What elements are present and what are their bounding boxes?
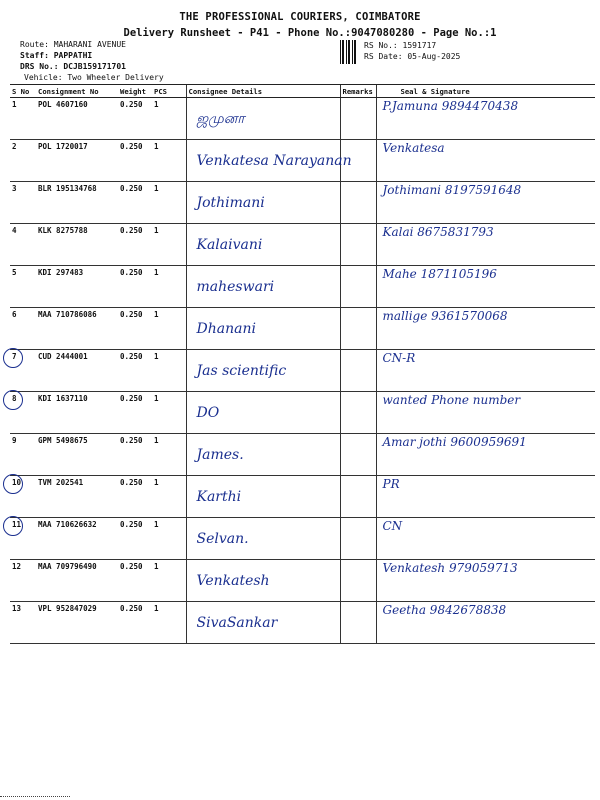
document-title: THE PROFESSIONAL COURIERS, COIMBATORE [179, 11, 421, 23]
signature-cell [376, 602, 595, 644]
consignment-cell [36, 518, 118, 560]
barcode [340, 40, 357, 64]
consignment-cell [36, 224, 118, 266]
signature-cell [376, 308, 595, 350]
sno-text: 11 [12, 520, 22, 529]
pcs-text: 1 [154, 142, 159, 151]
col-remarks: Remarks [340, 85, 376, 98]
weight-text: 0.250 [120, 478, 143, 487]
pcs-text: 1 [154, 100, 159, 109]
handwritten-consignee: ஜமுனா [196, 111, 245, 127]
remarks-cell [340, 476, 376, 518]
consignment-text: POL 1720017 [38, 142, 88, 151]
handwritten-signature: Venkatesa [382, 141, 445, 155]
consignment-text: POL 4607160 [38, 100, 88, 109]
sno-cell [10, 224, 36, 266]
pcs-cell [152, 476, 186, 518]
document-subtitle: Delivery Runsheet - P41 - Phone No.:9047080280 - Page No.:1 [123, 27, 497, 39]
pcs-cell [152, 434, 186, 476]
pcs-text: 1 [154, 352, 159, 361]
sno-cell [10, 392, 36, 434]
pcs-cell [152, 350, 186, 392]
signature-cell [376, 224, 595, 266]
table-row [10, 560, 595, 602]
sno-text: 5 [12, 268, 17, 277]
weight-cell [118, 560, 152, 602]
remarks-cell [340, 392, 376, 434]
pcs-cell [152, 308, 186, 350]
circled-mark-icon [3, 516, 23, 536]
consignment-cell [36, 266, 118, 308]
consignment-text: KDI 1637110 [38, 394, 88, 403]
col-signature: Seal & Signature [376, 85, 595, 98]
weight-cell [118, 98, 152, 140]
consignee-cell [186, 350, 340, 392]
route-label: Route: MAHARANI AVENUE [20, 40, 126, 49]
table-row [10, 224, 595, 266]
weight-text: 0.250 [120, 142, 143, 151]
consignment-cell [36, 98, 118, 140]
remarks-cell [340, 602, 376, 644]
vehicle-label: Vehicle: Two Wheeler Delivery [24, 73, 164, 82]
weight-text: 0.250 [120, 100, 143, 109]
table-row [10, 602, 595, 644]
sno-text: 8 [12, 394, 17, 403]
signature-cell [376, 140, 595, 182]
weight-text: 0.250 [120, 226, 143, 235]
table-row [10, 518, 595, 560]
sno-cell [10, 98, 36, 140]
pcs-text: 1 [154, 562, 159, 571]
rs-date-label: RS Date: 05-Aug-2025 [364, 52, 461, 61]
drs-label: DRS No.: DCJB159171701 [20, 62, 126, 71]
sno-cell [10, 182, 36, 224]
pcs-text: 1 [154, 310, 159, 319]
handwritten-consignee: DO [196, 405, 220, 421]
signature-cell [376, 434, 595, 476]
handwritten-signature: Kalai 8675831793 [382, 225, 494, 239]
pcs-text: 1 [154, 478, 159, 487]
weight-text: 0.250 [120, 352, 143, 361]
sno-cell [10, 476, 36, 518]
circled-mark-icon [3, 474, 23, 494]
handwritten-signature: CN-R [382, 351, 416, 365]
circled-mark-icon [3, 390, 23, 410]
consignment-text: TVM 202541 [38, 478, 84, 487]
weight-cell [118, 266, 152, 308]
remarks-cell [340, 224, 376, 266]
consignee-cell [186, 602, 340, 644]
consignment-text: KDI 297483 [38, 268, 84, 277]
sno-cell [10, 602, 36, 644]
consignment-cell [36, 308, 118, 350]
handwritten-signature: wanted Phone number [382, 393, 521, 407]
handwritten-consignee: James. [196, 447, 244, 463]
table-row [10, 266, 595, 308]
consignment-text: BLR 195134768 [38, 184, 97, 193]
handwritten-consignee: Selvan. [196, 531, 249, 547]
table-row [10, 182, 595, 224]
weight-text: 0.250 [120, 520, 143, 529]
sno-cell [10, 518, 36, 560]
sno-text: 2 [12, 142, 17, 151]
rs-no-label: RS No.: 1591717 [364, 41, 437, 50]
weight-cell [118, 140, 152, 182]
weight-text: 0.250 [120, 394, 143, 403]
sno-cell [10, 350, 36, 392]
consignment-text: MAA 710626632 [38, 520, 97, 529]
sno-text: 9 [12, 436, 17, 445]
table-row [10, 350, 595, 392]
handwritten-consignee: Jothimani [196, 195, 265, 211]
sno-cell [10, 308, 36, 350]
footer-divider [0, 796, 70, 797]
consignee-cell [186, 476, 340, 518]
handwritten-consignee: Kalaivani [196, 237, 263, 253]
pcs-cell [152, 560, 186, 602]
weight-cell [118, 476, 152, 518]
col-sno: S No [10, 85, 36, 98]
signature-cell [376, 350, 595, 392]
handwritten-consignee: Jas scientific [196, 363, 287, 379]
pcs-text: 1 [154, 268, 159, 277]
consignment-text: MAA 710786086 [38, 310, 97, 319]
consignment-cell [36, 560, 118, 602]
pcs-text: 1 [154, 604, 159, 613]
consignment-cell [36, 434, 118, 476]
consignee-cell [186, 98, 340, 140]
weight-text: 0.250 [120, 184, 143, 193]
handwritten-signature: mallige 9361570068 [382, 309, 508, 323]
consignee-cell [186, 140, 352, 182]
pcs-cell [152, 602, 186, 644]
pcs-cell [152, 140, 186, 182]
remarks-cell [340, 98, 376, 140]
remarks-cell [340, 182, 376, 224]
consignee-cell [186, 392, 340, 434]
remarks-cell [340, 308, 376, 350]
remarks-cell [340, 560, 376, 602]
circled-mark-icon [3, 348, 23, 368]
consignment-cell [36, 350, 118, 392]
consignment-cell [36, 140, 118, 182]
signature-cell [376, 266, 595, 308]
consignee-cell [186, 560, 340, 602]
col-pcs: PCS [152, 85, 186, 98]
pcs-text: 1 [154, 184, 159, 193]
remarks-cell [340, 350, 376, 392]
consignment-cell [36, 392, 118, 434]
sno-text: 7 [12, 352, 17, 361]
weight-cell [118, 182, 152, 224]
table-row [10, 392, 595, 434]
table-row [10, 98, 595, 140]
col-weight: Weight [118, 85, 152, 98]
sno-text: 12 [12, 562, 22, 571]
pcs-text: 1 [154, 394, 159, 403]
weight-cell [118, 224, 152, 266]
pcs-cell [152, 266, 186, 308]
consignment-text: MAA 709796490 [38, 562, 97, 571]
weight-cell [118, 308, 152, 350]
handwritten-consignee: Venkatesh [196, 573, 270, 589]
sno-cell [10, 434, 36, 476]
remarks-cell [340, 518, 376, 560]
sno-cell [10, 266, 36, 308]
sno-cell [10, 560, 36, 602]
handwritten-signature: P.Jamuna 9894470438 [382, 99, 519, 113]
consignment-cell [36, 602, 118, 644]
handwritten-consignee: SivaSankar [196, 615, 278, 631]
staff-label: Staff: PAPPATHI [20, 51, 93, 60]
handwritten-signature: Geetha 9842678838 [382, 603, 507, 617]
handwritten-signature: Venkatesh 979059713 [382, 561, 518, 575]
handwritten-consignee: Dhanani [196, 321, 256, 337]
weight-cell [118, 434, 152, 476]
col-consignee: Consignee Details [186, 85, 340, 98]
weight-cell [118, 350, 152, 392]
weight-text: 0.250 [120, 310, 143, 319]
weight-cell [118, 518, 152, 560]
consignee-cell [186, 434, 340, 476]
remarks-cell [340, 140, 376, 182]
pcs-cell [152, 224, 186, 266]
runsheet-table [10, 84, 595, 644]
handwritten-signature: Mahe 1871105196 [382, 267, 497, 281]
signature-cell [376, 476, 595, 518]
signature-cell [376, 98, 595, 140]
weight-text: 0.250 [120, 268, 143, 277]
weight-cell [118, 392, 152, 434]
signature-cell [376, 392, 595, 434]
pcs-cell [152, 182, 186, 224]
consignment-cell [36, 182, 118, 224]
handwritten-signature: Jothimani 8197591648 [382, 183, 522, 197]
consignment-text: VPL 952847029 [38, 604, 97, 613]
pcs-cell [152, 518, 186, 560]
sno-text: 3 [12, 184, 17, 193]
pcs-text: 1 [154, 520, 159, 529]
pcs-text: 1 [154, 436, 159, 445]
signature-cell [376, 560, 595, 602]
table-header-row [10, 85, 595, 98]
weight-text: 0.250 [120, 604, 143, 613]
sno-cell [10, 140, 36, 182]
consignment-text: CUD 2444001 [38, 352, 88, 361]
col-consignment: Consignment No [36, 85, 118, 98]
table-row [10, 476, 595, 518]
consignee-cell [186, 518, 340, 560]
sno-text: 1 [12, 100, 17, 109]
consignee-cell [186, 308, 340, 350]
weight-cell [118, 602, 152, 644]
consignee-cell [186, 224, 340, 266]
weight-text: 0.250 [120, 562, 143, 571]
weight-text: 0.250 [120, 436, 143, 445]
handwritten-signature: CN [382, 519, 403, 533]
sno-text: 10 [12, 478, 22, 487]
table-row [10, 434, 595, 476]
consignee-cell [186, 182, 340, 224]
table-row [10, 140, 595, 182]
pcs-text: 1 [154, 226, 159, 235]
table-row [10, 308, 595, 350]
handwritten-signature: PR [382, 477, 400, 491]
sno-text: 6 [12, 310, 17, 319]
handwritten-signature: Amar jothi 9600959691 [382, 435, 527, 449]
consignment-text: GPM 5498675 [38, 436, 88, 445]
pcs-cell [152, 98, 186, 140]
consignee-cell [186, 266, 340, 308]
remarks-cell [340, 434, 376, 476]
table-body [10, 98, 595, 644]
handwritten-consignee: Venkatesa Narayanan [196, 153, 352, 169]
pcs-cell [152, 392, 186, 434]
signature-cell [376, 518, 595, 560]
handwritten-consignee: maheswari [196, 279, 275, 295]
sno-text: 4 [12, 226, 17, 235]
sno-text: 13 [12, 604, 22, 613]
handwritten-consignee: Karthi [196, 489, 242, 505]
remarks-cell [340, 266, 376, 308]
consignment-cell [36, 476, 118, 518]
signature-cell [376, 182, 595, 224]
consignment-text: KLK 8275788 [38, 226, 88, 235]
